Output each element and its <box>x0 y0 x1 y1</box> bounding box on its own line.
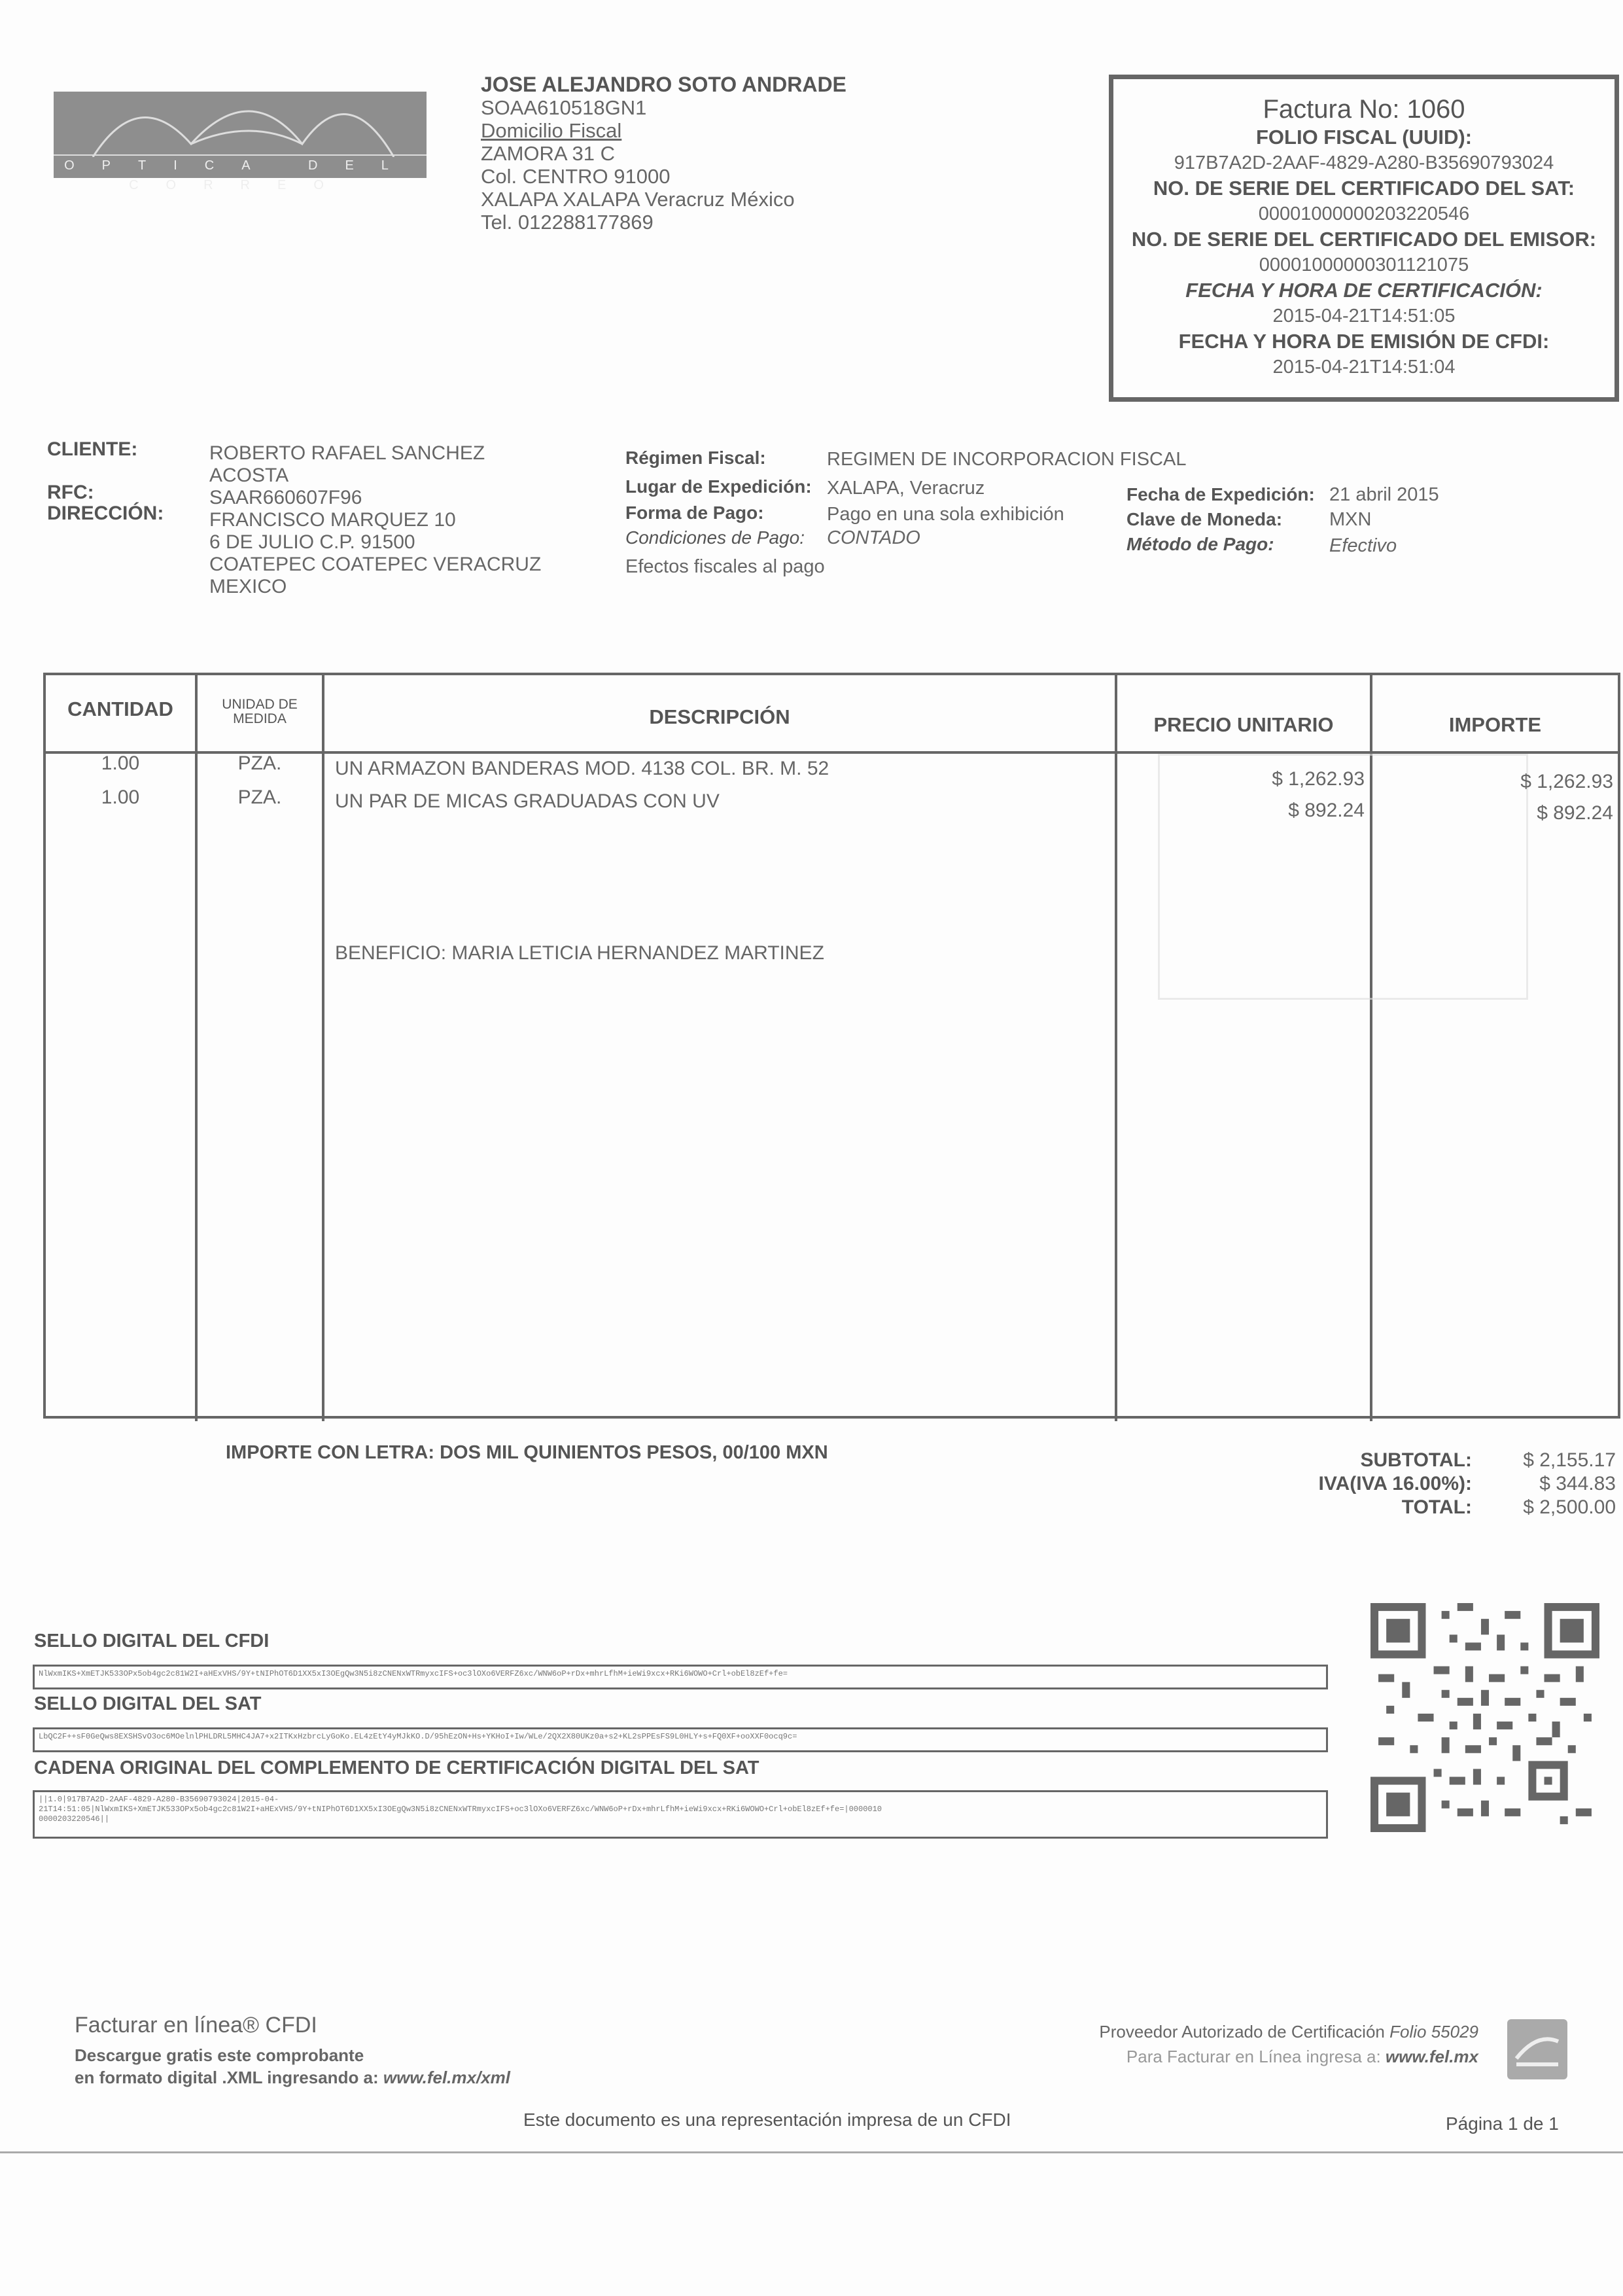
row1-precio: $ 1,262.93 <box>1272 768 1365 790</box>
iva-value: $ 344.83 <box>1539 1473 1616 1494</box>
regimen-label: Régimen Fiscal: <box>625 448 766 468</box>
regimen-value: REGIMEN DE INCORPORACION FISCAL <box>827 449 1187 470</box>
row2-importe: $ 892.24 <box>1537 802 1613 824</box>
lugar-value: XALAPA, Veracruz <box>827 478 985 499</box>
footer-desc-line2 <box>75 2066 510 2089</box>
total-label: TOTAL: <box>1401 1496 1472 1518</box>
importe-letra <box>226 1442 828 1464</box>
sello-cfdi-label: SELLO DIGITAL DEL CFDI <box>34 1631 270 1651</box>
company-logo <box>54 92 427 192</box>
row2-precio: $ 892.24 <box>1288 800 1365 821</box>
pac-line1 <box>1021 2022 1478 2042</box>
row1-importe: $ 1,262.93 <box>1520 771 1613 792</box>
footer-desc-line1: Descargue gratis este comprobante <box>75 2045 364 2065</box>
footer-brand: Facturar en línea® CFDI <box>75 2013 317 2038</box>
header-unidad-line1: UNIDAD DE <box>222 697 298 712</box>
cadena-line3: 0000203220546|| <box>39 1814 110 1824</box>
sat-cert-value: 00001000000203220546 <box>1258 203 1470 224</box>
subtotal-value: $ 2,155.17 <box>1523 1449 1616 1471</box>
metodo-label: Método de Pago: <box>1126 534 1274 554</box>
header-unidad <box>198 698 322 726</box>
condiciones-value: CONTADO <box>827 527 920 548</box>
footer-desc-prefix: en formato digital .XML ingresando a: <box>75 2068 383 2087</box>
pac-line2 <box>1021 2047 1478 2067</box>
cadena-line1: ||1.0|917B7A2D-2AAF-4829-A280-B35690793024|2015-04- <box>39 1795 279 1804</box>
beneficio-line: BENEFICIO: MARIA LETICIA HERNANDEZ MARTINEZ <box>335 942 824 964</box>
issuer-phone: Tel. 012288177869 <box>481 211 654 234</box>
emision-date-label: FECHA Y HORA DE EMISIÓN DE CFDI: <box>1178 330 1550 353</box>
client-name-line2: ACOSTA <box>209 465 289 486</box>
row2-descripcion: UN PAR DE MICAS GRADUADAS CON UV <box>335 790 720 812</box>
issuer-street: ZAMORA 31 C <box>481 142 615 165</box>
fel-link[interactable]: www.fel.mx <box>1385 2047 1478 2066</box>
client-addr3: COATEPEC COATEPEC VERACRUZ <box>209 554 542 575</box>
direccion-label: DIRECCIÓN: <box>47 503 164 524</box>
forma-value: Pago en una sola exhibición <box>827 504 1064 525</box>
totals-labels <box>1230 1449 1472 1519</box>
row2-unidad: PZA. <box>237 786 282 808</box>
emisor-cert-value: 00001000000301121075 <box>1259 255 1469 275</box>
invoice-number: Factura No: 1060 <box>1263 95 1465 124</box>
moneda-value: MXN <box>1329 509 1372 530</box>
client-name <box>209 442 541 598</box>
cadena-box <box>33 1790 1328 1839</box>
sello-sat-box: LbQC2F++sF0GeQws8EXSHSvO3oc6MOelnlPHLDRL5MHC4JA7+x2ITKxHzbrcLyGoKo.EL4zEtY4yMJkKO.D/95hEzON+Hs+YKHoI+Iw/WLe/2QX2X80UKz0a+s2+KL2sPPEsFS9L0HLY+s+FQ0XF+ooXXF0ocq9c= <box>33 1727 1328 1752</box>
row1-cantidad: 1.00 <box>101 752 140 774</box>
footer-divider <box>0 2151 1623 2153</box>
issuer-city: XALAPA XALAPA Veracruz México <box>481 188 795 211</box>
row2-cantidad: 1.00 <box>101 786 140 808</box>
cert-date-label: FECHA Y HORA DE CERTIFICACIÓN: <box>1185 279 1543 302</box>
totals-values <box>1478 1449 1616 1519</box>
issuer-block <box>481 73 846 234</box>
moneda-label: Clave de Moneda: <box>1126 509 1283 529</box>
lugar-label: Lugar de Expedición: <box>625 476 812 497</box>
represent-note: Este documento es una representación impresa de un CFDI <box>523 2110 1011 2130</box>
client-rfc: SAAR660607F96 <box>209 487 362 508</box>
row1-unidad: PZA. <box>237 752 282 774</box>
cliente-label: CLIENTE: <box>47 438 138 460</box>
fecha-value: 21 abril 2015 <box>1329 484 1439 505</box>
header-unidad-line2: MEDIDA <box>233 711 287 726</box>
arches-logo-icon <box>54 92 427 157</box>
sat-cert-label: NO. DE SERIE DEL CERTIFICADO DEL SAT: <box>1153 177 1575 200</box>
header-cantidad: CANTIDAD <box>67 698 173 720</box>
issuer-colonia: Col. CENTRO 91000 <box>481 165 671 188</box>
folio-box <box>1109 75 1619 402</box>
pac-folio: Folio 55029 <box>1389 2022 1478 2041</box>
client-addr4: MEXICO <box>209 576 287 597</box>
cert-date-value: 2015-04-21T14:51:05 <box>1272 306 1456 327</box>
header-descripcion: DESCRIPCIÓN <box>649 705 790 728</box>
domicilio-label: Domicilio Fiscal <box>481 119 622 142</box>
footer-desc <box>75 2044 510 2089</box>
uuid-label: FOLIO FISCAL (UUID): <box>1255 126 1473 149</box>
cadena-label: CADENA ORIGINAL DEL COMPLEMENTO DE CERTIFICACIÓN DIGITAL DEL SAT <box>34 1757 759 1778</box>
header-precio: PRECIO UNITARIO <box>1153 713 1334 736</box>
importe-letra-value: DOS MIL QUINIENTOS PESOS, 00/100 MXN <box>440 1442 828 1463</box>
issuer-name: JOSE ALEJANDRO SOTO ANDRADE <box>481 73 846 96</box>
forma-label: Forma de Pago: <box>625 503 764 523</box>
client-addr2: 6 DE JULIO C.P. 91500 <box>209 531 415 553</box>
pac-prefix: Proveedor Autorizado de Certificación <box>1099 2022 1390 2041</box>
total-value: $ 2,500.00 <box>1523 1496 1616 1518</box>
row1-descripcion: UN ARMAZON BANDERAS MOD. 4138 COL. BR. M. 52 <box>335 758 829 779</box>
header-importe: IMPORTE <box>1448 713 1542 736</box>
pac2-prefix: Para Facturar en Línea ingresa a: <box>1126 2047 1386 2066</box>
issuer-rfc: SOAA610518GN1 <box>481 96 647 119</box>
subtotal-label: SUBTOTAL: <box>1360 1449 1472 1471</box>
uuid-value: 917B7A2D-2AAF-4829-A280-B35690793024 <box>1174 152 1554 173</box>
rfc-label: RFC: <box>47 482 94 503</box>
emisor-cert-label: NO. DE SERIE DEL CERTIFICADO DEL EMISOR: <box>1131 228 1597 251</box>
sello-cfdi-box: NlWxmIKS+XmETJK533OPx5ob4gc2c81W2I+aHExVHS/9Y+tNIPhOT6D1XX5xI3OEgQw3N5i8zCNENxWTRmyxcIFS+oc3lOXo6VERFZ6xc/WNW6oP+rDx+mhrLfhM+ieWi9xcx+RKi6WOWO+Crl+obEl8zEf+fe= <box>33 1665 1328 1689</box>
efectos-fiscales: Efectos fiscales al pago <box>625 556 825 577</box>
pac-logo-icon <box>1507 2019 1567 2079</box>
page-number: Página 1 de 1 <box>1446 2113 1559 2134</box>
importe-letra-label: IMPORTE CON LETRA: <box>226 1442 434 1463</box>
metodo-value: Efectivo <box>1329 535 1397 556</box>
condiciones-label: Condiciones de Pago: <box>625 527 805 548</box>
logo-text: OPTICA DEL CORREO <box>54 154 427 175</box>
items-table <box>43 673 1620 1419</box>
iva-label: IVA(IVA 16.00%): <box>1318 1473 1472 1494</box>
client-name-line1: ROBERTO RAFAEL SANCHEZ <box>209 442 485 464</box>
cadena-line2: 21T14:51:05|NlWxmIKS+XmETJK533OPx5ob4gc2c81W2I+aHExVHS/9Y+tNIPhOT6D1XX5xI3OEgQw3N5i8zCNENxWTRmyxcIFS+oc3lOXo6VERFZ6xc/WNW6oP+rDx+mhrLfhM+ieWi9xcx+RKi6WOWO+Crl+obEl8zEf+fe=|0000010 <box>39 1805 882 1814</box>
qr-code-icon <box>1370 1603 1599 1832</box>
emision-date-value: 2015-04-21T14:51:04 <box>1272 357 1456 378</box>
sello-sat-label: SELLO DIGITAL DEL SAT <box>34 1693 262 1714</box>
client-addr1: FRANCISCO MARQUEZ 10 <box>209 509 456 531</box>
fecha-label: Fecha de Expedición: <box>1126 484 1315 504</box>
footer-xml-link[interactable]: www.fel.mx/xml <box>383 2068 511 2087</box>
